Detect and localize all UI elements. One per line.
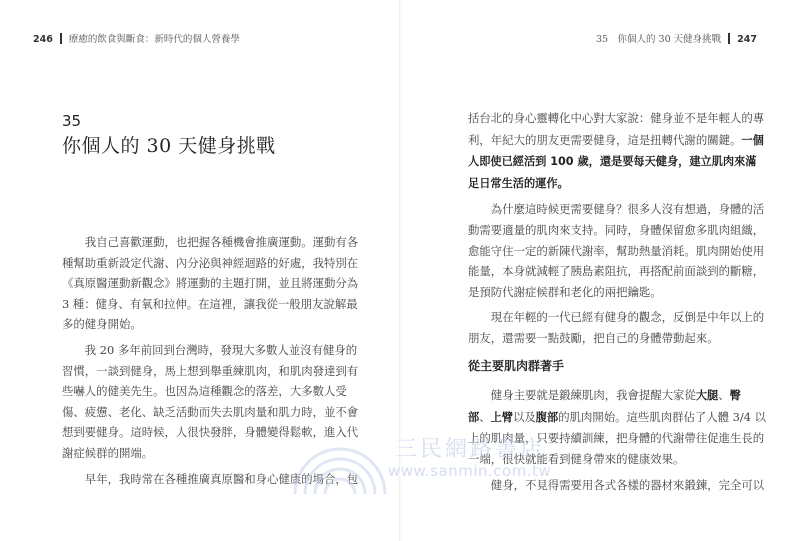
text-line: 《真原醫運動新觀念》將運動的主題打開，並且將運動分為 xyxy=(62,276,359,291)
watermark-text: 三民網路書店 xyxy=(395,437,546,462)
text-span: 、 xyxy=(479,409,491,424)
bold-text: 腹部 xyxy=(535,410,559,424)
bold-text: 臀 xyxy=(729,389,741,403)
right-body-text xyxy=(468,108,767,500)
text-line: 謝症候群的開端。 xyxy=(62,445,154,460)
text-span: 的肌肉開始。這些肌肉群佔了人體 3/4 以 xyxy=(558,409,767,424)
bold-text: 足日常生活的運作。 xyxy=(468,176,569,190)
text-line: 動需要適量的肌肉來支持。同時，身體保留愈多肌肉組織， xyxy=(468,222,765,237)
text-line: 一端，很快就能看到健身帶來的健康效果。 xyxy=(468,451,685,466)
left-page-number: 246 xyxy=(33,34,53,45)
right-running-head-title: 35 你個人的 30 天健身挑戰 xyxy=(595,34,722,45)
bold-text: 一個 xyxy=(741,133,764,147)
paragraph xyxy=(62,340,360,464)
text-line: 是預防代謝症候群和老化的兩把鑰匙。 xyxy=(468,284,662,299)
header-divider xyxy=(728,33,730,44)
text-line xyxy=(468,385,760,407)
bold-text: 大腿 xyxy=(695,389,719,403)
left-running-header xyxy=(33,31,240,45)
text-line: 早年，我時常在各種推廣真原醫和身心健康的場合，包 xyxy=(84,471,359,486)
text-span: 、 xyxy=(718,388,730,403)
text-line: 朋友，還需要一點鼓勵，把自己的身體帶動起來。 xyxy=(468,330,719,345)
text-line: 能量，本身就減輕了胰島素阻抗，再搭配前面談到的斷糖， xyxy=(468,264,765,279)
chapter-title: 你個人的 30 天健身挑戰 xyxy=(62,135,276,157)
bold-text: 上臂 xyxy=(490,410,513,424)
text-line: 健身，不見得需要用各式各樣的器材來鍛鍊，完全可以 xyxy=(490,477,765,492)
right-running-header xyxy=(596,31,757,45)
text-span: 利，年紀大的朋友更需要健身，這是扭轉代謝的關鍵。 xyxy=(468,132,742,147)
watermark-url: www.sanmin.com.tw xyxy=(388,462,552,480)
chapter-number: 35 xyxy=(62,112,82,130)
text-line xyxy=(468,108,765,130)
text-span: 健身主要就是鍛練肌肉，我會提醒大家從 xyxy=(490,388,696,403)
text-line: 傷、疲憊、老化、缺乏活動而失去肌肉量和肌力時，並不會 xyxy=(62,404,359,419)
right-page-number: 247 xyxy=(737,34,757,45)
text-line xyxy=(468,173,760,195)
text-line xyxy=(468,130,764,152)
section-subheading: 從主要肌肉群著手 xyxy=(468,358,565,373)
paragraph xyxy=(468,385,767,469)
text-line: 我自己喜歡運動，也把握各種機會推廣運動。運動有各 xyxy=(84,235,359,249)
header-divider xyxy=(60,33,62,44)
bold-text: 人即使已經活到 100 歲，還是要每天健身，建立肌肉來滿 xyxy=(468,155,757,169)
text-line: 些嚇人的健美先生。也因為這種觀念的落差，大多數人受 xyxy=(62,384,347,399)
text-line: 現在年輕的一代已經有健身的觀念，反倒是中年以上的 xyxy=(490,310,765,325)
text-line xyxy=(468,151,760,173)
text-line: 為什麼這時候更需要健身？很多人沒有想過，身體的活 xyxy=(490,202,765,217)
text-line: 習慣，一談到健身，馬上想到舉重練肌肉，和肌肉發達到有 xyxy=(62,363,359,378)
text-line: 我 20 多年前回到台灣時，發現大多數人並沒有健身的 xyxy=(84,342,358,357)
paragraph xyxy=(62,469,360,490)
text-line: 想到要健身。這時候，人很快發胖，身體變得鬆軟，進入代 xyxy=(62,425,359,440)
paragraph xyxy=(468,307,765,348)
text-line: 種幫助重新設定代謝、內分泌與神經迴路的好處，我特別在 xyxy=(62,255,359,270)
left-running-head-title: 療癒的飲食與斷食：新時代的個人營養學 xyxy=(68,34,240,45)
bold-text: 部 xyxy=(468,410,480,424)
text-line: 3 種：健身、有氧和拉伸。在這裡，讓我從一般朋友說解最 xyxy=(62,296,358,311)
text-line xyxy=(468,407,767,429)
paragraph xyxy=(468,475,765,496)
paragraph xyxy=(62,232,360,335)
paragraph xyxy=(468,199,765,302)
text-line: 上的肌肉量，只要持續訓練，把身體的代謝帶往促進生長的 xyxy=(468,431,765,446)
paragraph xyxy=(468,108,765,194)
text-span: 以及 xyxy=(513,409,536,424)
text-span: 括台北的身心靈轉化中心對大家說：健身並不是年輕人的專 xyxy=(468,111,765,125)
text-line: 愈能守住一定的新陳代謝率，幫助熱量消耗。肌肉開始使用 xyxy=(468,243,765,258)
left-body-text xyxy=(62,232,360,494)
text-line: 多的健身開始。 xyxy=(62,317,142,332)
